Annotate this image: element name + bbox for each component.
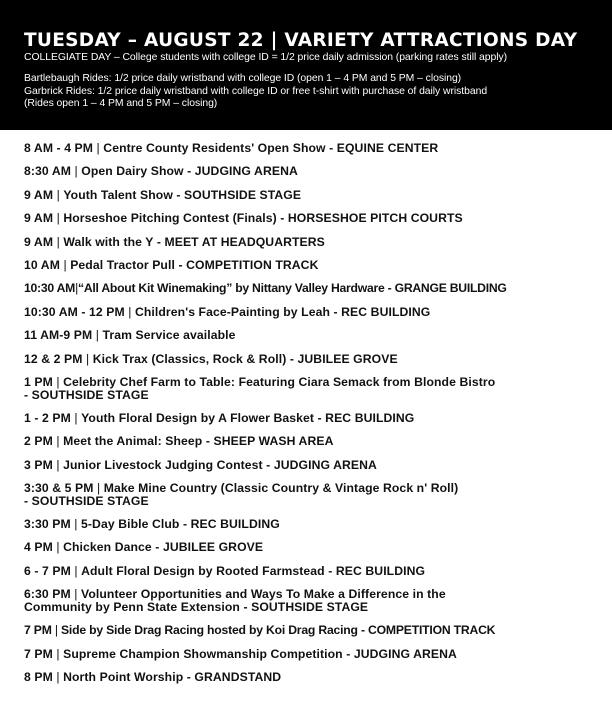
event-title-part-1: Volunteer Opportunities and Ways To Make a Difference in the: [81, 587, 446, 602]
event-item: 4 PM | Chicken Dance - JUBILEE GROVE: [24, 540, 264, 555]
event-title-part-2: Community by Penn State Extension: [24, 600, 240, 615]
event-item: 3 PM | Junior Livestock Judging Contest - JUDGING ARENA: [24, 457, 377, 472]
event-item: 11 AM-9 PM | Tram Service available: [24, 328, 236, 343]
event-item: 12 & 2 PM | Kick Trax (Classics, Rock & Roll) - JUBILEE GROVE: [24, 351, 398, 366]
event-item: 1 PM | Celebrity Chef Farm to Table: Featuring Ciara Semack from Blonde Bistro - SOUTHSIDE STAGE: [24, 374, 496, 402]
event-item: 2 PM | Meet the Animal: Sheep - SHEEP WASH AREA: [24, 434, 334, 449]
event-item: 3:30 PM | 5-Day Bible Club - REC BUILDING: [24, 517, 280, 532]
event-item: 6:30 PM | Volunteer Opportunities and Ways To Make a Difference in the Community by Penn State Extension - SOUTHSIDE STAGE: [24, 587, 446, 615]
event-item: 6 - 7 PM | Adult Floral Design by Rooted Farmstead - REC BUILDING: [24, 563, 426, 578]
garbrick-rides-note: Garbrick Rides: 1/2 price daily wristband with college ID or free t-shirt with purchase of daily wristband: [24, 85, 488, 97]
event-item: 3:30 & 5 PM | Make Mine Country (Classic Country & Vintage Rock n' Roll) - SOUTHSIDE STAGE: [24, 481, 459, 509]
event-item: 9 AM | Youth Talent Show - SOUTHSIDE STAGE: [24, 187, 302, 202]
event-item: 9 AM | Walk with the Y - MEET AT HEADQUARTERS: [24, 234, 325, 249]
spacer: [24, 65, 594, 73]
collegiate-day-note: COLLEGIATE DAY – College students with college ID = 1/2 price daily admission (parking rates still apply): [24, 52, 508, 63]
rides-hours-note: (Rides open 1 – 4 PM and 5 PM – closing): [24, 98, 218, 110]
event-item: 7 PM | Supreme Champion Showmanship Competition - JUDGING ARENA: [24, 646, 457, 661]
event-item: 8:30 AM | Open Dairy Show - JUDGING ARENA: [24, 164, 298, 179]
event-item: 1 - 2 PM | Youth Floral Design by A Flower Basket - REC BUILDING: [24, 410, 415, 425]
event-item: 9 AM | Horseshoe Pitching Contest (Finals) - HORSESHOE PITCH COURTS: [24, 211, 463, 226]
page-title: TUESDAY – AUGUST 22 | VARIETY ATTRACTIONS DAY: [24, 30, 578, 51]
bartlebaugh-rides-note: Bartlebaugh Rides: 1/2 price daily wristband with college ID (open 1 – 4 PM and 5 PM – closing): [24, 72, 462, 84]
event-item: 7 PM | Side by Side Drag Racing hosted by Koi Drag Racing - COMPETITION TRACK: [24, 623, 496, 638]
schedule-header: [0, 0, 612, 130]
event-item: 10 AM | Pedal Tractor Pull - COMPETITION TRACK: [24, 257, 319, 272]
event-item: 8 PM | North Point Worship - GRANDSTAND: [24, 670, 282, 685]
event-item: 10:30 AM - 12 PM | Children's Face-Painting by Leah - REC BUILDING: [24, 304, 431, 319]
event-item: 10:30 AM|“All About Kit Winemaking” by Nittany Valley Hardware - GRANGE BUILDING: [24, 281, 507, 296]
event-item: 8 AM - 4 PM | Centre County Residents' Open Show - EQUINE CENTER: [24, 141, 439, 155]
event-list: [0, 130, 612, 694]
